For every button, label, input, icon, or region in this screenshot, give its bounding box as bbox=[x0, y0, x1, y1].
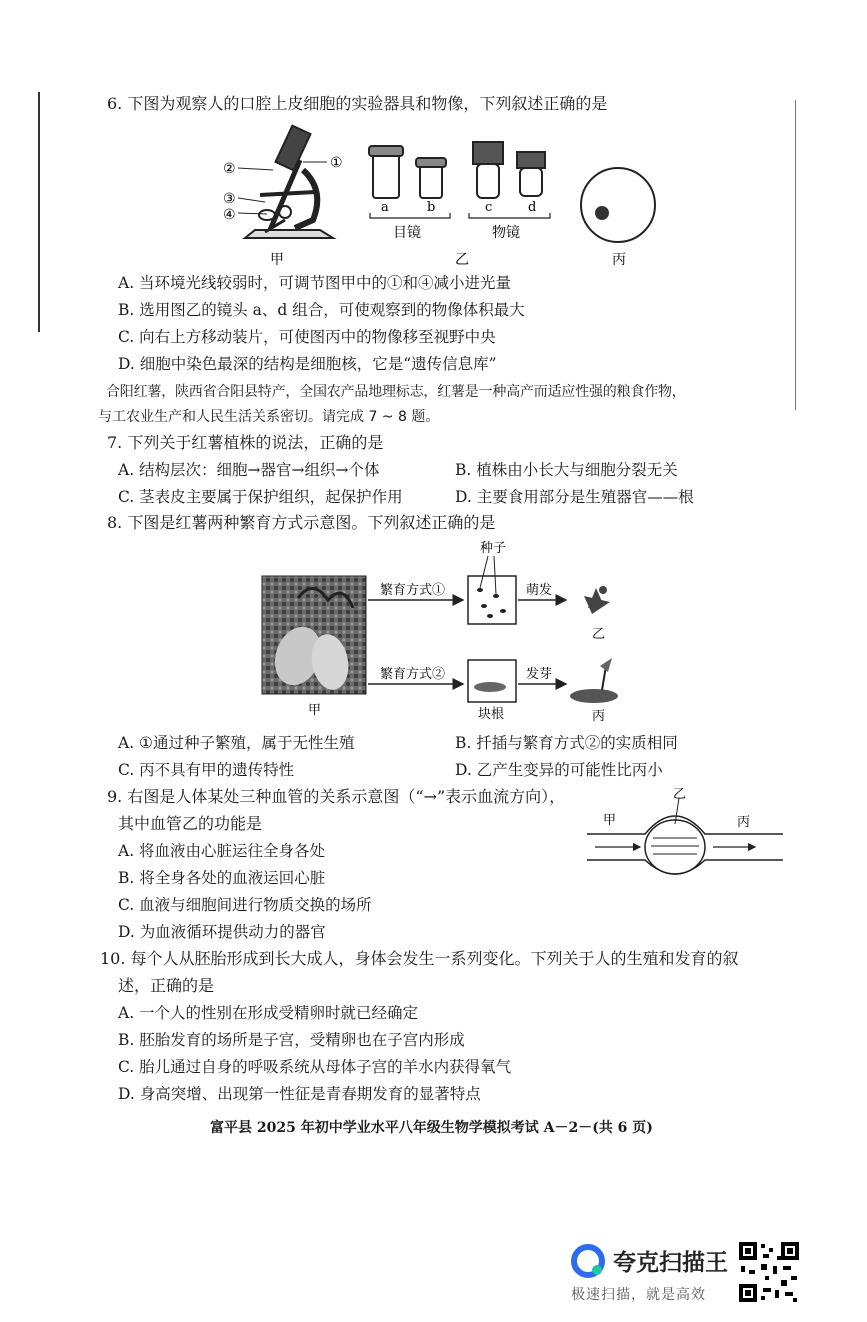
yi-label: 乙 bbox=[592, 627, 606, 642]
q8-option-a: A. ①通过种子繁殖，属于无性生殖 bbox=[118, 734, 355, 752]
q9-figure bbox=[585, 788, 785, 888]
q10-option-d: D. 身高突增、出现第一性征是青春期发育的显著特点 bbox=[118, 1085, 481, 1103]
method-2: 繁育方式② bbox=[380, 667, 446, 682]
scanner-brand: 夸克扫描王 bbox=[613, 1250, 728, 1276]
microscope-icon bbox=[245, 126, 333, 238]
q7-option-d: D. 主要食用部分是生殖器官——根 bbox=[455, 488, 694, 506]
bing-label: 丙 bbox=[592, 709, 606, 724]
q9-stem-line-2: 其中血管乙的功能是 bbox=[118, 814, 263, 833]
q6-option-d: D. 细胞中染色最深的结构是细胞核，它是“遗传信息库” bbox=[118, 355, 497, 373]
label-4: ④ bbox=[223, 207, 236, 223]
q6-option-c: C. 向右上方移动装片，可使图丙中的物像移至视野中央 bbox=[118, 328, 496, 346]
label-3: ③ bbox=[223, 191, 236, 207]
label-1: ① bbox=[330, 155, 343, 171]
lens-b: b bbox=[427, 200, 436, 215]
objective-label: 物镜 bbox=[492, 225, 520, 241]
germinate-label: 萌发 bbox=[526, 583, 553, 598]
q9-option-a: A. 将血液由心脏运往全身各处 bbox=[118, 842, 326, 860]
sprout-label: 发芽 bbox=[526, 667, 553, 682]
lens-a: a bbox=[381, 200, 389, 215]
q6-stem: 6. 下图为观察人的口腔上皮细胞的实验器具和物像，下列叙述正确的是 bbox=[107, 94, 608, 113]
lens-d: d bbox=[528, 200, 537, 215]
q7-option-b: B. 植株由小长大与细胞分裂无关 bbox=[455, 461, 678, 479]
q8-option-c: C. 丙不具有甲的遗传特性 bbox=[118, 761, 295, 779]
scanner-logo-icon bbox=[571, 1244, 605, 1278]
seedling-icon bbox=[584, 586, 610, 614]
q10-stem-line-2: 述，正确的是 bbox=[118, 976, 215, 995]
q8-figure bbox=[258, 538, 638, 728]
caption-bing: 丙 bbox=[612, 252, 626, 268]
q6-option-b: B. 选用图乙的镜头 a、d 组合，可使观察到的物像体积最大 bbox=[118, 301, 525, 319]
caption-jia: 甲 bbox=[270, 252, 284, 268]
q8-option-d: D. 乙产生变异的可能性比丙小 bbox=[455, 761, 663, 779]
margin-line-right bbox=[795, 100, 796, 410]
scanner-slogan: 极速扫描，就是高效 bbox=[571, 1287, 706, 1303]
q8-option-b: B. 扦插与繁育方式②的实质相同 bbox=[455, 734, 678, 752]
photo-caption: 甲 bbox=[308, 703, 322, 718]
label-2: ② bbox=[223, 161, 236, 177]
page-footer: 富平县 2025 年初中学业水平八年级生物学模拟考试 A－2－(共 6 页) bbox=[210, 1120, 653, 1136]
passage-line-2: 与工农业生产和人民生活关系密切。请完成 7 ~ 8 题。 bbox=[98, 409, 440, 425]
q9-option-d: D. 为血液循环提供动力的器官 bbox=[118, 923, 326, 941]
q10-option-a: A. 一个人的性别在形成受精卵时就已经确定 bbox=[118, 1004, 419, 1022]
scanner-watermark bbox=[565, 1238, 855, 1310]
q7-option-a: A. 结构层次：细胞→器官→组织→个体 bbox=[118, 461, 380, 479]
q9-stem-line-1: 9. 右图是人体某处三种血管的关系示意图（“→”表示血流方向）， bbox=[107, 787, 566, 806]
q8-stem: 8. 下图是红薯两种繁育方式示意图。下列叙述正确的是 bbox=[107, 513, 496, 532]
qr-code-icon bbox=[737, 1240, 801, 1304]
method-1: 繁育方式① bbox=[380, 583, 446, 598]
vessel-yi: 乙 bbox=[673, 788, 687, 802]
q9-option-c: C. 血液与细胞间进行物质交换的场所 bbox=[118, 896, 372, 914]
sprouted-tuber-icon bbox=[570, 658, 618, 703]
eyepiece-label: 目镜 bbox=[393, 225, 421, 241]
vessel-bing: 丙 bbox=[737, 815, 751, 830]
tuber-label: 块根 bbox=[478, 707, 505, 722]
q6-option-a: A. 当环境光线较弱时，可调节图甲中的①和④减小进光量 bbox=[118, 274, 512, 292]
lens-c: c bbox=[485, 200, 493, 215]
q7-option-c: C. 茎表皮主要属于保护组织，起保护作用 bbox=[118, 488, 403, 506]
q10-option-c: C. 胎儿通过自身的呼吸系统从母体子宫的羊水内获得氧气 bbox=[118, 1058, 512, 1076]
q10-option-b: B. 胚胎发育的场所是子宫，受精卵也在子宫内形成 bbox=[118, 1031, 465, 1049]
q7-stem: 7. 下列关于红薯植株的说法，正确的是 bbox=[107, 433, 384, 452]
passage-line-1: 合阳红薯，陕西省合阳县特产，全国农产品地理标志，红薯是一种高产而适应性强的粮食作物， bbox=[106, 384, 686, 400]
caption-yi: 乙 bbox=[455, 252, 469, 268]
q10-stem-line-1: 10. 每个人从胚胎形成到长大成人，身体会发生一系列变化。下列关于人的生殖和发育的叙 bbox=[100, 949, 739, 968]
seed-label: 种子 bbox=[480, 541, 507, 556]
q9-option-b: B. 将全身各处的血液运回心脏 bbox=[118, 869, 326, 887]
margin-line bbox=[38, 92, 40, 332]
q6-figure bbox=[215, 120, 675, 270]
vessel-jia: 甲 bbox=[603, 813, 617, 828]
